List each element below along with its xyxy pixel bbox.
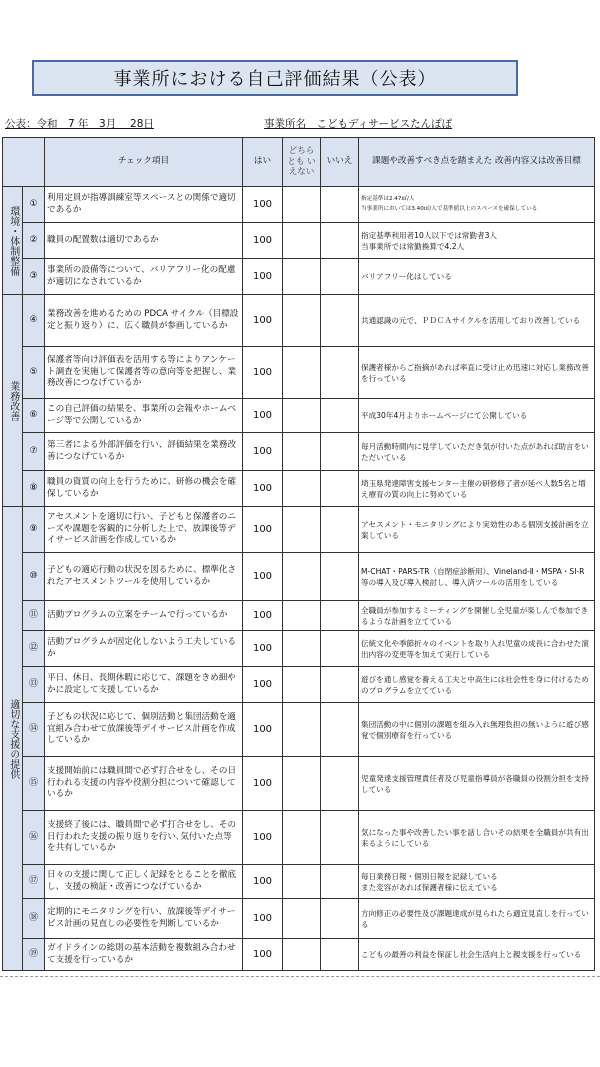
- table-row: [3, 667, 595, 703]
- item-number: ②: [23, 223, 45, 259]
- table-row: [3, 187, 595, 223]
- remark-text: 気になった事や改善したい事を話し合いその結果を全職員が共有出来るようにしている: [359, 811, 595, 865]
- yes-value: 100: [243, 399, 283, 433]
- no-value: [321, 433, 359, 471]
- item-number: ⑱: [23, 899, 45, 939]
- check-item: 日々の支援に関して正しく記録をとることを徹底し、支援の検証・改善につなげているか: [45, 865, 243, 899]
- header-no: いいえ: [321, 138, 359, 187]
- check-item: 平日、休日、長期休暇に応じて、課題をきめ細やかに設定して支援しているか: [45, 667, 243, 703]
- header-check-item: チェック項目: [45, 138, 243, 187]
- neither-value: [283, 223, 321, 259]
- table-row: [3, 295, 595, 347]
- remark-text: 平成30年4月よりホームページにて公開している: [359, 399, 595, 433]
- table-row: [3, 757, 595, 811]
- no-value: [321, 703, 359, 757]
- no-value: [321, 757, 359, 811]
- neither-value: [283, 471, 321, 507]
- yes-value: 100: [243, 865, 283, 899]
- no-value: [321, 939, 359, 971]
- no-value: [321, 223, 359, 259]
- yes-value: 100: [243, 631, 283, 667]
- check-item: アセスメントを適切に行い、子どもと保護者のニーズや課題を客観的に分析した上で、放課後等デイサービス計画を作成しているか: [45, 507, 243, 553]
- item-number: ⑯: [23, 811, 45, 865]
- neither-value: [283, 865, 321, 899]
- remark-text: 遊びを通し感覚を養える工夫と中高生には社会性を身に付けるためのプログラムを立てている: [359, 667, 595, 703]
- table-row: [3, 811, 595, 865]
- yes-value: 100: [243, 295, 283, 347]
- facility-name: 事業所名 こどもディサービスたんぽぽ: [264, 118, 453, 130]
- header-neither: どちらとも いえない: [283, 138, 321, 187]
- table-row: [3, 223, 595, 259]
- check-item: 子どもの状況に応じて、個別活動と集団活動を適宜組み合わせて放課後等デイサービス計画を作成しているか: [45, 703, 243, 757]
- yes-value: 100: [243, 259, 283, 295]
- header-remarks: 課題や改善すべき点を踏まえた 改善内容又は改善目標: [359, 138, 595, 187]
- no-value: [321, 507, 359, 553]
- table-row: [3, 865, 595, 899]
- item-number: ⑫: [23, 631, 45, 667]
- category-label: 環境・体制整備: [3, 187, 23, 295]
- no-value: [321, 865, 359, 899]
- no-value: [321, 631, 359, 667]
- item-number: ⑨: [23, 507, 45, 553]
- item-number: ⑪: [23, 601, 45, 631]
- table-row: [3, 399, 595, 433]
- table-row: [3, 553, 595, 601]
- yes-value: 100: [243, 553, 283, 601]
- item-number: ⑭: [23, 703, 45, 757]
- item-number: ⑮: [23, 757, 45, 811]
- neither-value: [283, 757, 321, 811]
- no-value: [321, 471, 359, 507]
- yes-value: 100: [243, 601, 283, 631]
- item-number: ⑧: [23, 471, 45, 507]
- item-number: ⑬: [23, 667, 45, 703]
- yes-value: 100: [243, 757, 283, 811]
- no-value: [321, 667, 359, 703]
- table-header-row: [3, 138, 595, 187]
- neither-value: [283, 899, 321, 939]
- remark-text: 指定基準利用者10人以下では常勤者3人 当事業所では常勤換算で4.2人: [359, 223, 595, 259]
- table-row: [3, 507, 595, 553]
- table-row: [3, 899, 595, 939]
- neither-value: [283, 553, 321, 601]
- no-value: [321, 295, 359, 347]
- neither-value: [283, 939, 321, 971]
- remark-text: こどもの最善の利益を保証し社会生活向上と親支援を行っている: [359, 939, 595, 971]
- table-row: [3, 601, 595, 631]
- page-break-line: [0, 976, 600, 977]
- no-value: [321, 601, 359, 631]
- remark-text: 児童発達支援管理責任者及び児童指導員が各職員の役割分担を支持している: [359, 757, 595, 811]
- remark-text: M-CHAT・PARS-TR（自閉症診断用）、Vineland-Ⅱ・MSPA・SI-R等の導入及び導入検討し、導入済ツールの活用をしている: [359, 553, 595, 601]
- check-item: 活動プログラムの立案をチームで行っているか: [45, 601, 243, 631]
- check-item: 保護者等向け評価表を活用する等によりアンケート調査を実施して保護者等の意向等を把握し、業務改善につなげているか: [45, 347, 243, 399]
- yes-value: 100: [243, 223, 283, 259]
- remark-text: アセスメント・モニタリングにより実効性のある個別支援計画を立案している: [359, 507, 595, 553]
- yes-value: 100: [243, 939, 283, 971]
- header-yes: はい: [243, 138, 283, 187]
- yes-value: 100: [243, 471, 283, 507]
- item-number: ⑤: [23, 347, 45, 399]
- no-value: [321, 347, 359, 399]
- remark-text: 集団活動の中に個別の課題を組み入れ無理負担の無いように遊び感覚で個別療育を行っている: [359, 703, 595, 757]
- yes-value: 100: [243, 899, 283, 939]
- item-number: ⑰: [23, 865, 45, 899]
- neither-value: [283, 601, 321, 631]
- category-label: 適切な支援の提供: [3, 507, 23, 971]
- check-item: 業務改善を進めるための PDCA サイクル（目標設定と振り返り）に、広く職員が参画しているか: [45, 295, 243, 347]
- check-item: 支援開始前には職員間で必ず打合せをし、その日行われる支援の内容や役割分担について確認しているか: [45, 757, 243, 811]
- yes-value: 100: [243, 433, 283, 471]
- yes-value: 100: [243, 811, 283, 865]
- yes-value: 100: [243, 507, 283, 553]
- remark-text: 毎月活動時間内に見学していただき気が付いた点があれば助言をいただいている: [359, 433, 595, 471]
- item-number: ⑥: [23, 399, 45, 433]
- neither-value: [283, 295, 321, 347]
- neither-value: [283, 347, 321, 399]
- neither-value: [283, 399, 321, 433]
- neither-value: [283, 811, 321, 865]
- check-item: 事業所の設備等について、バリアフリー化の配慮が適切になされているか: [45, 259, 243, 295]
- remark-text: 指定基準は2.47㎡/人 当事業所においては3.40㎡/人で基準値以上のスペースを確保している: [359, 187, 595, 223]
- table-row: [3, 471, 595, 507]
- remark-text: 方向修正の必要性及び課題達成が見られたら適宜見直しを行っている: [359, 899, 595, 939]
- remark-text: 埼玉県発達障害支援センター主催の研修修了者が延べ人数5名と増え療育の質の向上に努めている: [359, 471, 595, 507]
- check-item: 子どもの適応行動の状況を図るために、標準化されたアセスメントツールを使用しているか: [45, 553, 243, 601]
- item-number: ①: [23, 187, 45, 223]
- check-item: この自己評価の結果を、事業所の会報やホームページ等で公開しているか: [45, 399, 243, 433]
- item-number: ⑲: [23, 939, 45, 971]
- item-number: ③: [23, 259, 45, 295]
- yes-value: 100: [243, 667, 283, 703]
- remark-text: 保護者様からご指摘があれば率直に受け止め迅速に対応し業務改善を行っている: [359, 347, 595, 399]
- table-row: [3, 259, 595, 295]
- item-number: ④: [23, 295, 45, 347]
- page-title: 事業所における自己評価結果（公表）: [32, 60, 518, 96]
- publication-date: 公表：令和 7 年 3月 28日: [5, 118, 154, 130]
- check-item: ガイドラインの総則の基本活動を複数組み合わせて支援を行っているか: [45, 939, 243, 971]
- yes-value: 100: [243, 703, 283, 757]
- remark-text: 全職員が参加するミーティングを開催し全児童が楽しんで参加できるような計画を立てている: [359, 601, 595, 631]
- neither-value: [283, 433, 321, 471]
- remark-text: 毎日業務日報・個別日報を記録している また変容があれば保護者様に伝えている: [359, 865, 595, 899]
- no-value: [321, 553, 359, 601]
- neither-value: [283, 187, 321, 223]
- no-value: [321, 187, 359, 223]
- yes-value: 100: [243, 187, 283, 223]
- check-item: 定期的にモニタリングを行い、放課後等デイサービス計画の見直しの必要性を判断しているか: [45, 899, 243, 939]
- category-label: 業務改善: [3, 295, 23, 507]
- check-item: 第三者による外部評価を行い、評価結果を業務改善につなげているか: [45, 433, 243, 471]
- neither-value: [283, 507, 321, 553]
- neither-value: [283, 703, 321, 757]
- no-value: [321, 811, 359, 865]
- table-row: [3, 347, 595, 399]
- yes-value: 100: [243, 347, 283, 399]
- neither-value: [283, 259, 321, 295]
- check-item: 職員の配置数は適切であるか: [45, 223, 243, 259]
- table-row: [3, 939, 595, 971]
- evaluation-table: [2, 137, 595, 971]
- table-row: [3, 631, 595, 667]
- check-item: 支援終了後には、職員間で必ず打合せをし、その日行われた支援の振り返りを行い､気付いた点等を共有しているか: [45, 811, 243, 865]
- table-row: [3, 433, 595, 471]
- remark-text: 共通認識の元で、ＰＤＣＡサイクルを活用しており改善している: [359, 295, 595, 347]
- table-row: [3, 703, 595, 757]
- no-value: [321, 259, 359, 295]
- item-number: ⑩: [23, 553, 45, 601]
- header-blank: [3, 138, 45, 187]
- no-value: [321, 399, 359, 433]
- remark-text: 伝統文化や季節折々のイベントを取り入れ児童の成長に合わせた演出内容の変更等を加えて実行している: [359, 631, 595, 667]
- check-item: 職員の資質の向上を行うために、研修の機会を確保しているか: [45, 471, 243, 507]
- neither-value: [283, 631, 321, 667]
- neither-value: [283, 667, 321, 703]
- check-item: 活動プログラムが固定化しないよう工夫しているか: [45, 631, 243, 667]
- remark-text: バリアフリー化はしている: [359, 259, 595, 295]
- item-number: ⑦: [23, 433, 45, 471]
- check-item: 利用定員が指導訓練室等スペースとの関係で適切であるか: [45, 187, 243, 223]
- no-value: [321, 899, 359, 939]
